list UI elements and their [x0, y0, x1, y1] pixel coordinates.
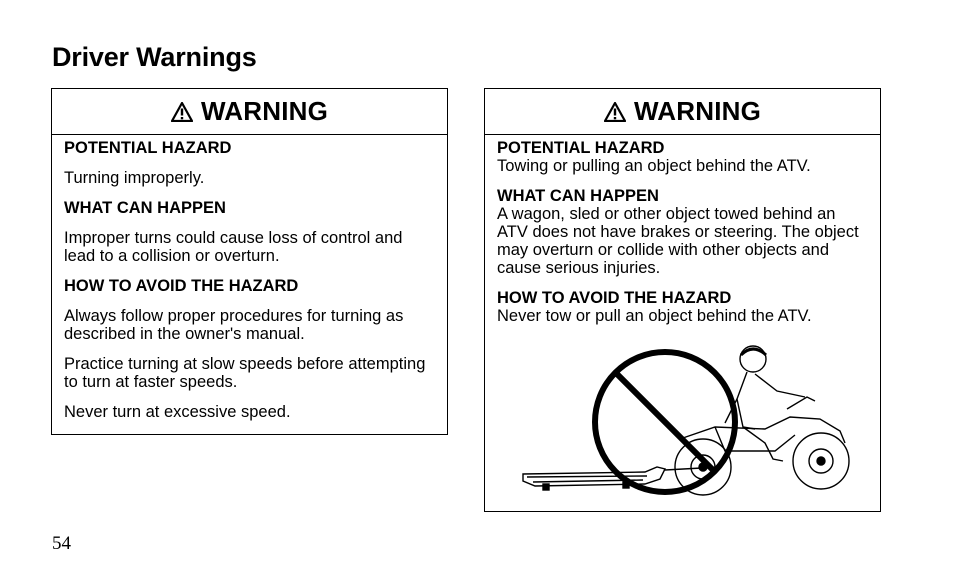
how-to-avoid-item: Practice turning at slow speeds before attempting to turn at faster speeds.: [64, 355, 426, 391]
what-can-happen-text: A wagon, sled or other object towed behind an ATV does not have brakes or steering. The object may overturn or collide with other objects and cause serious injuries.: [497, 205, 859, 277]
warning-body: [52, 135, 447, 421]
how-to-avoid-heading: HOW TO AVOID THE HAZARD: [497, 289, 732, 307]
warning-label: WARNING: [200, 96, 329, 126]
potential-hazard-text: Turning improperly.: [64, 169, 205, 187]
how-to-avoid-heading: HOW TO AVOID THE HAZARD: [64, 277, 299, 295]
warning-box-towing: [484, 88, 881, 512]
warning-label: WARNING: [633, 96, 762, 126]
potential-hazard-text: Towing or pulling an object behind the ATV.: [497, 157, 811, 175]
warning-triangle-icon: [604, 102, 626, 122]
warning-header: [485, 89, 880, 135]
page-number: 54: [52, 533, 71, 554]
what-can-happen-heading: WHAT CAN HAPPEN: [64, 199, 226, 217]
warning-box-turning: [51, 88, 448, 435]
potential-hazard-heading: POTENTIAL HAZARD: [497, 139, 665, 157]
how-to-avoid-item: Never turn at excessive speed.: [64, 403, 291, 421]
page-title: Driver Warnings: [52, 42, 257, 72]
prohibition-circle-icon: [595, 352, 735, 492]
what-can-happen-heading: WHAT CAN HAPPEN: [497, 187, 659, 205]
how-to-avoid-item: Never tow or pull an object behind the ATV.: [497, 307, 812, 325]
atv-towing-illustration: [515, 339, 860, 504]
how-to-avoid-item: Always follow proper procedures for turning as described in the owner's manual.: [64, 307, 404, 343]
warning-triangle-icon: [171, 102, 193, 122]
warning-header: [52, 89, 447, 135]
what-can-happen-text: Improper turns could cause loss of control and lead to a collision or overturn.: [64, 229, 403, 265]
potential-hazard-heading: POTENTIAL HAZARD: [64, 139, 232, 157]
warning-body: [485, 135, 880, 325]
atv-rider-icon: [675, 346, 849, 495]
